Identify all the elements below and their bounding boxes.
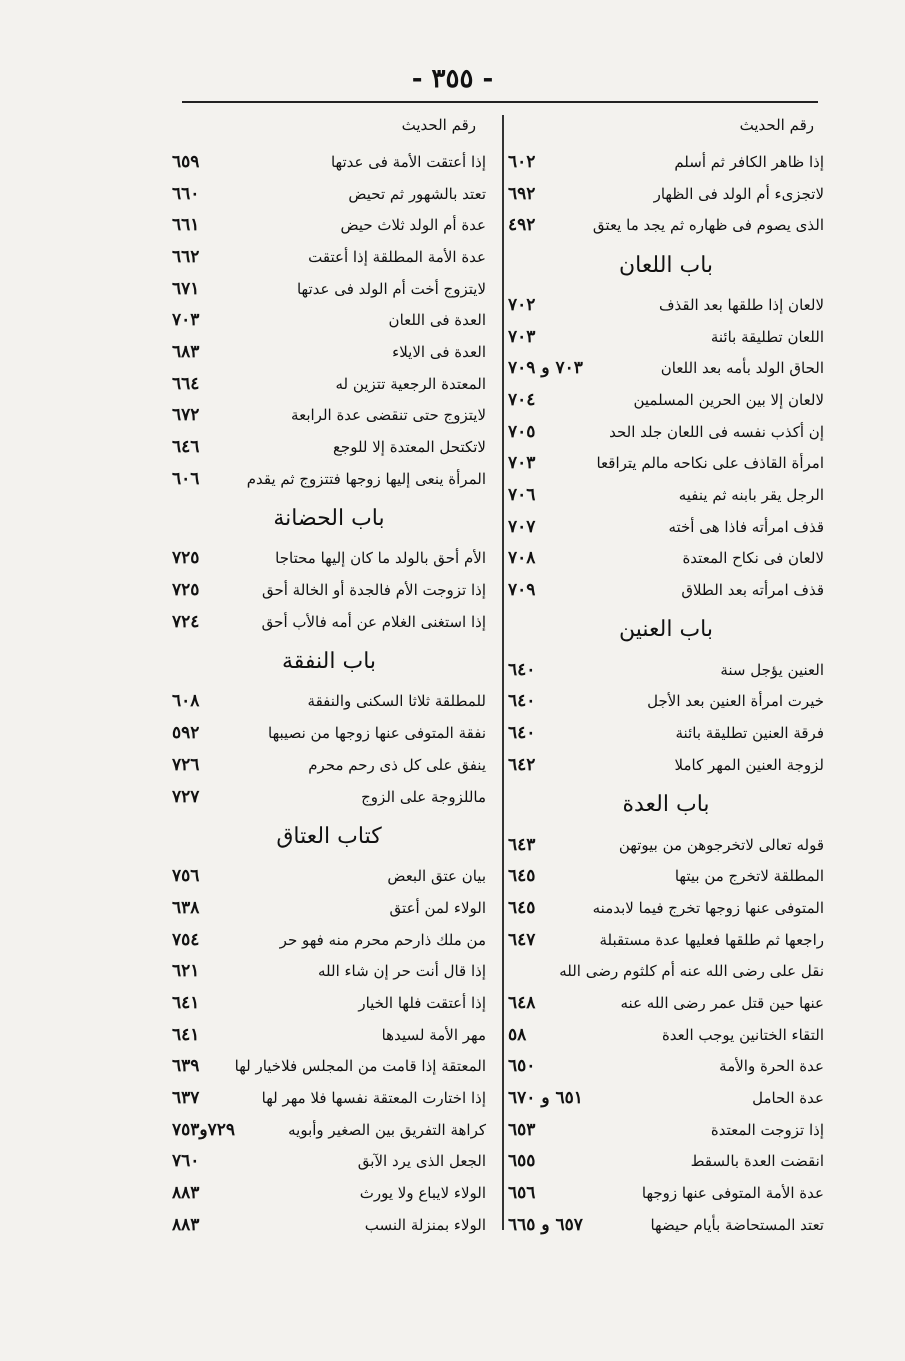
entry-title: قوله تعالى لاتخرجوهن من بيوتهن [618, 835, 824, 854]
hadith-number: ٧٥٦ [172, 866, 200, 887]
hadith-number: ٦٤٥ [508, 897, 536, 918]
right-column [508, 116, 824, 1241]
entry-title: الأم أحق بالولد ما كان إليها محتاجا [275, 549, 486, 568]
hadith-number: ٦٠٢ [508, 151, 536, 172]
index-entry [508, 543, 824, 575]
hadith-number: ٦٧١ [172, 278, 200, 299]
hadith-number: ٦٤٠ [508, 659, 536, 680]
entry-title: المتوفى عنها زوجها تخرج فيما لابدمنه [592, 898, 824, 917]
hadith-number: ٦٤٢ [508, 754, 536, 775]
hadith-number: ٧٠٣ [508, 453, 536, 474]
hadith-number: ٦٦٢ [172, 246, 200, 267]
hadith-number: ٨٨٣ [172, 1214, 200, 1235]
index-entry [172, 336, 486, 368]
entry-title: ينفق على كل ذى رحم محرم [308, 755, 486, 774]
section-heading: باب الحضانة [273, 506, 385, 532]
entry-title: إذا تزوجت الأم فالجدة أو الخالة أحق [261, 581, 486, 600]
column-divider [502, 115, 504, 1230]
hadith-number: ٦٤٨ [508, 992, 536, 1013]
hadith-number: ٦٤٣ [508, 834, 536, 855]
section-heading: باب العدة [622, 792, 710, 818]
entry-title: لاتكتحل المعتدة إلا للوجع [332, 438, 486, 457]
hadith-number: ٧٠٩ [508, 580, 536, 601]
index-entry [172, 146, 486, 178]
hadith-number: ٧٥٤ [172, 929, 200, 950]
index-entry [172, 686, 486, 718]
hadith-number: ٧٢٦ [172, 754, 200, 775]
index-entry [508, 1082, 824, 1114]
hadith-number: ٧٠٣ و ٧٠٩ [508, 358, 583, 379]
index-entry [508, 686, 824, 718]
entry-title: قذف امرأته بعد الطلاق [681, 581, 824, 600]
index-entry [508, 955, 824, 987]
index-entry [172, 209, 486, 241]
entry-title: الجعل الذى يرد الآبق [357, 1152, 486, 1171]
header-rule [182, 101, 818, 103]
hadith-number: ٦٥٣ [508, 1119, 536, 1140]
entry-title: العدة فى الايلاء [392, 342, 486, 361]
index-entry [172, 892, 486, 924]
page-number: - ٣٥٥ - [411, 64, 494, 94]
hadith-number: ٦٤١ [172, 1024, 200, 1045]
hadith-number: ٧٠٣ [508, 326, 536, 347]
entry-title: لالعان فى نكاح المعتدة [682, 549, 824, 568]
entry-title: بيان عتق البعض [387, 867, 486, 886]
index-entry [172, 1146, 486, 1178]
entry-title: المعتقة إذا قامت من المجلس فلاخيار لها [234, 1057, 486, 1076]
index-entry [172, 1082, 486, 1114]
hadith-number: ٦٥١ و ٦٧٠ [508, 1088, 583, 1109]
section-heading: باب اللعان [618, 252, 714, 278]
hadith-number: ٧٢٥ [172, 580, 200, 601]
index-entry [172, 574, 486, 606]
entry-title: انقضت العدة بالسقط [690, 1152, 824, 1171]
entry-title: عدة الحرة والأمة [719, 1057, 824, 1076]
hadith-number: ٦٥٩ [172, 151, 200, 172]
entry-title: نفقة المتوفى عنها زوجها من نصيبها [268, 724, 486, 743]
index-entry [508, 448, 824, 480]
index-entry [172, 749, 486, 781]
index-entry [508, 146, 824, 178]
entry-title: إن أكذب نفسه فى اللعان جلد الحد [609, 422, 824, 441]
entry-title: إذا قال أنت حر إن شاء الله [317, 962, 486, 981]
index-entry [508, 749, 824, 781]
index-entry [508, 352, 824, 384]
hadith-number: ٦٥٦ [508, 1183, 536, 1204]
index-entry [172, 431, 486, 463]
hadith-number: ٧٢٩و٧٥٣ [172, 1119, 236, 1140]
hadith-number: ٧٠٤ [508, 389, 536, 410]
entry-title: المطلقة لاتخرج من بيتها [674, 867, 824, 886]
index-entry [172, 463, 486, 495]
entry-title: الولاء لايباع ولا يورث [359, 1184, 486, 1203]
index-entry [508, 1146, 824, 1178]
index-entry [172, 1209, 486, 1241]
entry-title: لاتجزىء أم الولد فى الظهار [653, 184, 824, 203]
hadith-number: ٦٠٦ [172, 468, 200, 489]
entry-title: تعتد بالشهور ثم تحيض [348, 184, 486, 203]
index-entry [172, 1019, 486, 1051]
entry-title: ماللزوجة على الزوج [361, 787, 486, 806]
hadith-number: ٦٤٠ [508, 691, 536, 712]
index-entry [508, 289, 824, 321]
hadith-number: ٨٨٣ [172, 1183, 200, 1204]
left-column-heading: رقم الحديث [401, 116, 476, 134]
hadith-number: ٧٠٣ [172, 310, 200, 331]
hadith-number: ٧٢٧ [172, 786, 200, 807]
hadith-number: ٦٨٣ [172, 341, 200, 362]
entry-title: للمطلقة ثلاثا السكنى والنفقة [307, 692, 486, 711]
section-heading: باب النفقة [281, 649, 377, 675]
index-entry [508, 1177, 824, 1209]
index-entry [508, 384, 824, 416]
entry-title: لزوجة العنين المهر كاملا [674, 755, 824, 774]
hadith-number: ٦٠٨ [172, 691, 200, 712]
hadith-number: ٧٦٠ [172, 1151, 200, 1172]
hadith-number: ٦٣٧ [172, 1088, 200, 1109]
hadith-number: ٧٠٢ [508, 294, 536, 315]
right-column-list [508, 146, 824, 1241]
index-entry [172, 987, 486, 1019]
hadith-number: ٦٤٦ [172, 437, 200, 458]
entry-title: عدة الأمة المتوفى عنها زوجها [641, 1184, 824, 1203]
index-entry [172, 178, 486, 210]
entry-title: الحاق الولد بأمه بعد اللعان [660, 359, 824, 378]
entry-title: العنين يؤجل سنة [720, 660, 824, 679]
hadith-number: ٦٥٠ [508, 1056, 536, 1077]
index-entry [508, 654, 824, 686]
entry-title: لالعان إلا بين الحرين المسلمين [633, 390, 824, 409]
hadith-number: ٦٣٨ [172, 897, 200, 918]
entry-title: عدة أم الولد ثلاث حيض [340, 216, 486, 235]
entry-title: الولاء بمنزلة النسب [364, 1215, 486, 1234]
index-entry [172, 1177, 486, 1209]
entry-title: الولاء لمن أعتق [389, 898, 486, 917]
entry-title: من ملك ذارحم محرم منه فهو حر [279, 930, 486, 949]
index-entry [508, 717, 824, 749]
index-entry [508, 321, 824, 353]
entry-title: الرجل يقر بابنه ثم ينفيه [678, 486, 824, 505]
entry-title: العدة فى اللعان [388, 311, 486, 330]
hadith-number: ٧٢٥ [172, 548, 200, 569]
entry-title: إذا تزوجت المعتدة [710, 1120, 824, 1139]
index-entry [508, 1019, 824, 1051]
hadith-number: ٦٤٧ [508, 929, 536, 950]
index-entry [172, 606, 486, 638]
index-entry [508, 479, 824, 511]
hadith-number: ٦٦٠ [172, 183, 200, 204]
entry-title: خيرت امرأة العنين بعد الأجل [647, 692, 824, 711]
entry-title: امرأة القاذف على نكاحه مالم يتراقعا [596, 454, 824, 473]
hadith-number: ٧٠٧ [508, 516, 536, 537]
section-heading: كتاب العتاق [276, 823, 382, 849]
index-entry [508, 209, 824, 241]
entry-title: التقاء الختانين يوجب العدة [661, 1025, 824, 1044]
index-entry [508, 987, 824, 1019]
entry-title: إذا استغنى الغلام عن أمه فالأب أحق [261, 612, 486, 631]
entry-title: لايتزوج حتى تنقضى عدة الرابعة [291, 406, 486, 425]
entry-title: نقل على رضى الله عنه أم كلثوم رضى الله [559, 962, 824, 981]
hadith-number: ٦٩٢ [508, 183, 536, 204]
entry-title: المعتدة الرجعية تتزين له [335, 374, 486, 393]
index-entry [172, 781, 486, 813]
index-entry [508, 416, 824, 448]
left-column [172, 116, 486, 1241]
index-entry [172, 1051, 486, 1083]
entry-title: مهر الأمة لسيدها [381, 1025, 486, 1044]
hadith-number: ٦٧٢ [172, 405, 200, 426]
index-entry [172, 955, 486, 987]
hadith-number: ٦٥٥ [508, 1151, 536, 1172]
entry-title: فرقة العنين تطليقة بائنة [675, 724, 824, 743]
hadith-number: ٦٢١ [172, 961, 200, 982]
hadith-number: ٧٢٤ [172, 611, 200, 632]
index-entry [172, 1114, 486, 1146]
index-entry [172, 304, 486, 336]
left-column-list [172, 146, 486, 1241]
entry-title: إذا اختارت المعتقة نفسها فلا مهر لها [261, 1089, 486, 1108]
index-entry [172, 860, 486, 892]
hadith-number: ٦٤١ [172, 992, 200, 1013]
right-column-heading: رقم الحديث [739, 116, 814, 134]
hadith-number: ٧٠٦ [508, 485, 536, 506]
hadith-number: ٦٦١ [172, 215, 200, 236]
index-entry [172, 543, 486, 575]
entry-title: إذا ظاهر الكافر ثم أسلم [674, 152, 824, 171]
entry-title: اللعان تطليقة بائنة [710, 327, 824, 346]
entry-title: الذى يصوم فى ظهاره ثم يجد ما يعتق [592, 216, 824, 235]
entry-title: عدة الحامل [752, 1089, 824, 1108]
index-entry [508, 892, 824, 924]
hadith-number: ٤٩٢ [508, 215, 536, 236]
hadith-number: ٦٤٥ [508, 866, 536, 887]
entry-title: لالعان إذا طلقها بعد القذف [658, 295, 824, 314]
entry-title: كراهة التفريق بين الصغير وأبويه [288, 1120, 486, 1139]
hadith-number: ٧٠٥ [508, 421, 536, 442]
entry-title: تعتد المستحاضة بأيام حيضها [650, 1215, 824, 1234]
entry-title: لايتزوج أخت أم الولد فى عدتها [296, 279, 486, 298]
index-entry [508, 178, 824, 210]
entry-title: قذف امرأته فاذا هى أخته [668, 517, 824, 536]
hadith-number: ٥٨ [508, 1024, 527, 1045]
index-entry [172, 400, 486, 432]
entry-title: راجعها ثم طلقها فعليها عدة مستقبلة [599, 930, 824, 949]
index-entry [172, 717, 486, 749]
entry-title: عنها حين قتل عمر رضى الله عنه [620, 993, 824, 1012]
hadith-number: ٦٤٠ [508, 723, 536, 744]
index-entry [172, 368, 486, 400]
hadith-number: ٧٠٨ [508, 548, 536, 569]
section-heading: باب العنين [619, 617, 713, 643]
index-entry [508, 1114, 824, 1146]
index-entry [508, 574, 824, 606]
index-entry [508, 829, 824, 861]
index-entry [508, 511, 824, 543]
index-entry [508, 1051, 824, 1083]
index-entry [508, 1209, 824, 1241]
hadith-number: ٦٦٤ [172, 373, 200, 394]
entry-title: إذا أعتقت الأمة فى عدتها [330, 152, 486, 171]
index-entry [508, 924, 824, 956]
hadith-number: ٦٥٧ و ٦٦٥ [508, 1214, 583, 1235]
index-entry [172, 241, 486, 273]
hadith-number: ٦٣٩ [172, 1056, 200, 1077]
index-entry [508, 860, 824, 892]
entry-title: عدة الأمة المطلقة إذا أعتقت [308, 247, 486, 266]
index-entry [172, 924, 486, 956]
entry-title: إذا أعتقت فلها الخيار [358, 993, 486, 1012]
hadith-number: ٥٩٢ [172, 723, 200, 744]
index-entry [172, 273, 486, 305]
entry-title: المرأة ينعى إليها زوجها فتتزوج ثم يقدم [246, 469, 486, 488]
